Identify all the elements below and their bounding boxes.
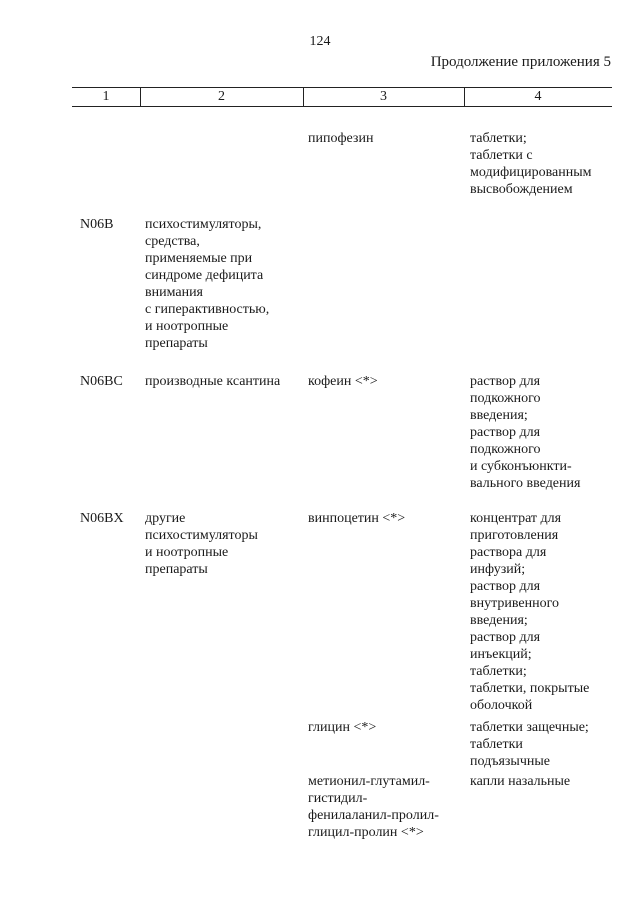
header-cell-1: 1 bbox=[102, 89, 110, 104]
dosage-forms: раствор для подкожного введения; раствор для подкожного и субконъюнкти- вального введения bbox=[470, 374, 581, 491]
continuation-label: Продолжение приложения 5 bbox=[430, 54, 611, 70]
drug-name: глицин <*> bbox=[308, 720, 377, 735]
atc-code: N06BC bbox=[80, 374, 123, 389]
header-cell-2: 2 bbox=[218, 89, 225, 104]
atc-code: N06BX bbox=[80, 511, 124, 526]
header-cell-3: 3 bbox=[380, 89, 387, 104]
atc-group: производные ксантина bbox=[145, 374, 281, 389]
drug-name: пипофезин bbox=[308, 131, 374, 146]
table-header bbox=[72, 87, 612, 107]
dosage-forms: концентрат для приготовления раствора для инфузий; раствор для внутривенного введения; раствор для инъекций; таблетки; таблетки, покрытые оболочкой bbox=[470, 511, 590, 713]
drug-name: метионил-глутамил- гистидил- фенилаланил-пролил- глицил-пролин <*> bbox=[308, 774, 439, 840]
page-number: 124 bbox=[309, 34, 331, 49]
header-cell-4: 4 bbox=[534, 89, 542, 104]
dosage-forms: капли назальные bbox=[470, 774, 571, 789]
atc-code: N06B bbox=[80, 217, 114, 232]
drug-name: винпоцетин <*> bbox=[308, 511, 406, 526]
atc-group: другие психостимуляторы и ноотропные препараты bbox=[145, 511, 258, 577]
dosage-forms: таблетки защечные; таблетки подъязычные bbox=[470, 720, 589, 769]
dosage-forms: таблетки; таблетки с модифицированным высвобождением bbox=[470, 131, 592, 197]
drug-name: кофеин <*> bbox=[308, 374, 378, 389]
atc-group: психостимуляторы, средства, применяемые при синдроме дефицита внимания с гиперактивностью, и ноотропные препараты bbox=[145, 217, 270, 351]
